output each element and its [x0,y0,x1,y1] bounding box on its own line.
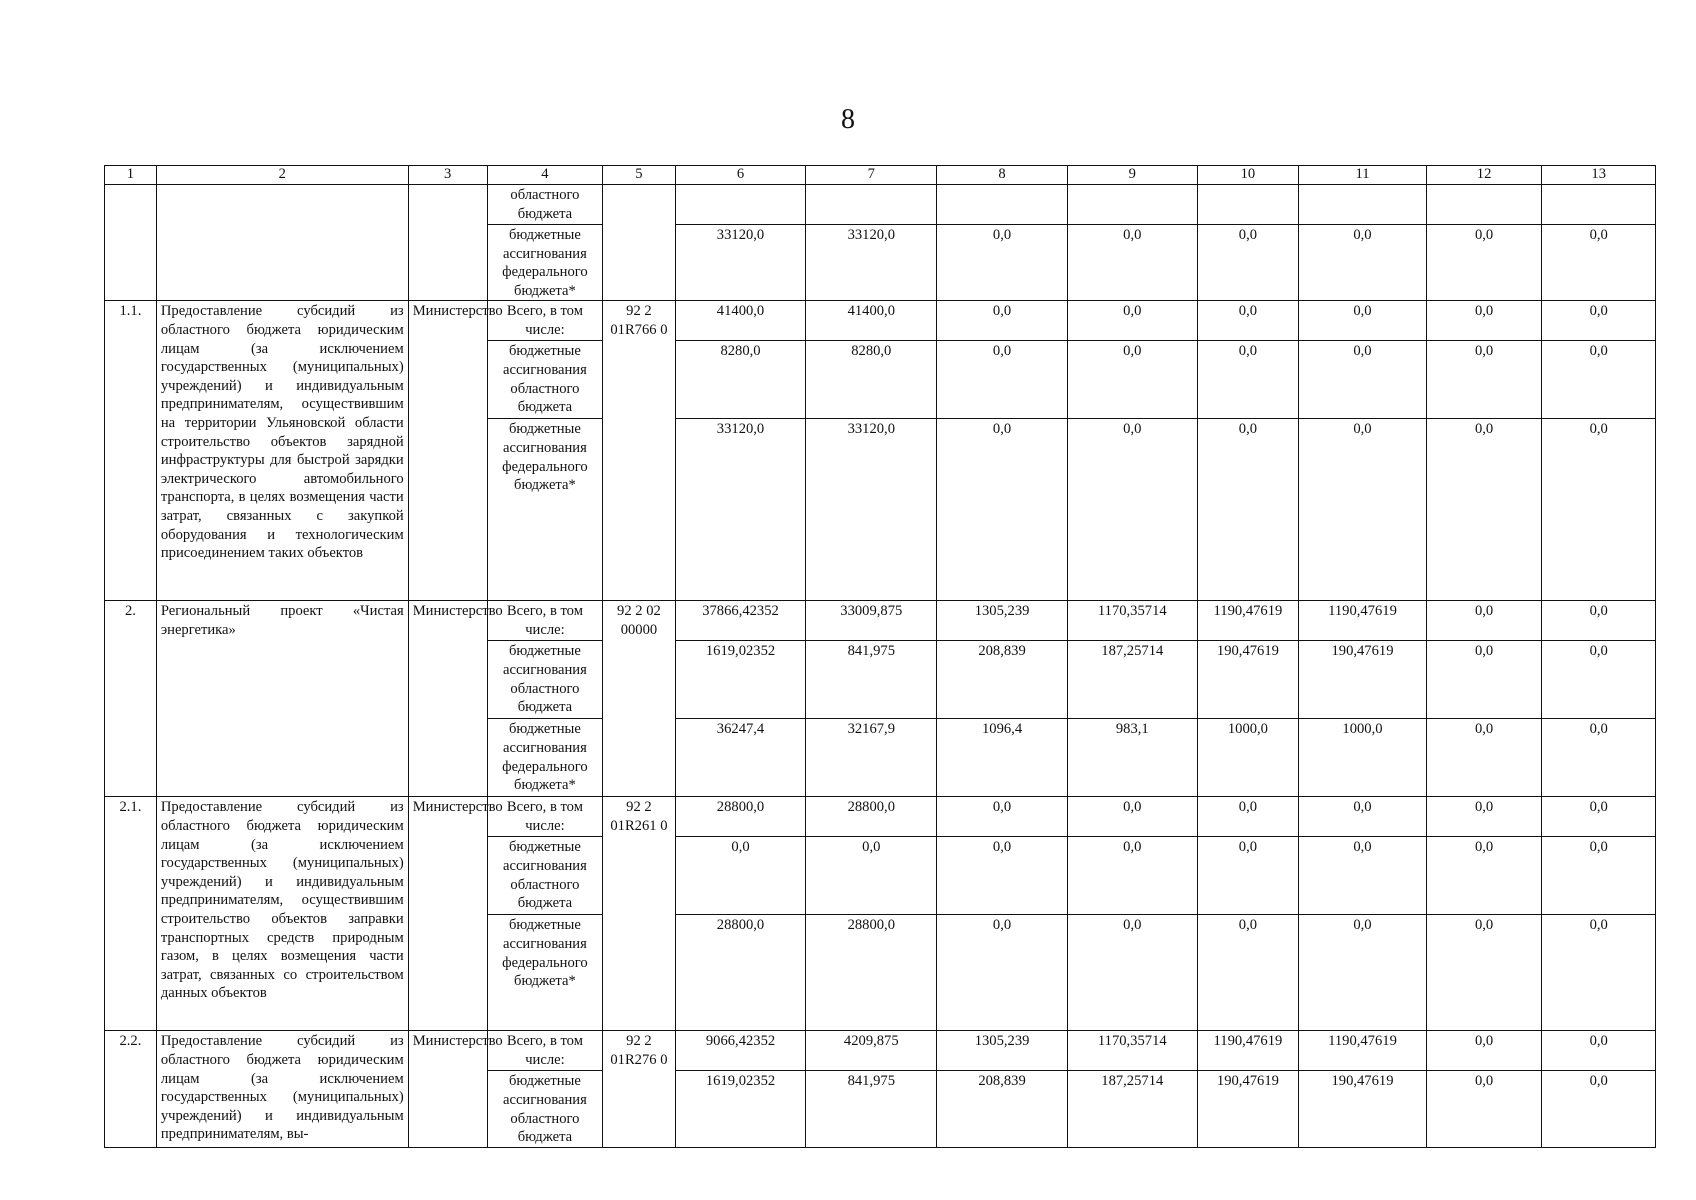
value-cell: 1190,47619 [1197,601,1299,641]
value-cell: 0,0 [1542,341,1656,419]
value-cell: 0,0 [1299,837,1427,915]
funding-source: бюджетные ассигнования федерального бюджета* [487,225,603,301]
value-cell: 0,0 [1542,419,1656,601]
value-cell: 1305,239 [937,1031,1068,1071]
column-header-4: 4 [487,166,603,185]
value-cell: 190,47619 [1299,641,1427,719]
row-number: 2.1. [105,797,157,1031]
value-cell: 0,0 [675,837,806,915]
value-cell: 0,0 [937,837,1068,915]
value-cell: 32167,9 [806,719,937,797]
row-number: 1.1. [105,301,157,601]
table-body [105,166,1656,1148]
value-cell: 0,0 [1542,797,1656,837]
responsible-executor: Министерство [408,601,487,797]
value-cell: 33120,0 [675,225,806,301]
funding-source: Всего, в том числе: [487,301,603,341]
table-row [105,185,1656,225]
value-cell: 0,0 [1542,225,1656,301]
value-cell: 1305,239 [937,601,1068,641]
value-cell: 0,0 [1426,341,1542,419]
column-header-11: 11 [1299,166,1427,185]
row-number: 2. [105,601,157,797]
value-cell: 0,0 [1299,225,1427,301]
value-cell: 0,0 [1067,915,1197,1031]
value-cell: 0,0 [1426,837,1542,915]
funding-source: бюджетные ассигнования федерального бюджета* [487,419,603,601]
value-cell: 841,975 [806,1071,937,1147]
value-cell: 36247,4 [675,719,806,797]
value-cell: 0,0 [937,915,1068,1031]
value-cell: 0,0 [1542,915,1656,1031]
page-number: 8 [841,104,855,135]
responsible-executor: Министерство [408,301,487,601]
budget-code: 92 2 01R261 0 [603,797,675,1031]
value-cell: 841,975 [806,641,937,719]
value-cell: 0,0 [937,797,1068,837]
value-cell: 0,0 [1542,601,1656,641]
value-cell: 208,839 [937,641,1068,719]
value-cell: 8280,0 [806,341,937,419]
column-header-6: 6 [675,166,806,185]
funding-source: бюджетные ассигнования областного бюджета [487,1071,603,1147]
value-cell [1299,185,1427,225]
budget-table [104,165,1656,1148]
value-cell: 33120,0 [806,419,937,601]
value-cell: 0,0 [1197,915,1299,1031]
value-cell: 0,0 [1426,601,1542,641]
value-cell: 1619,02352 [675,641,806,719]
value-cell [1197,185,1299,225]
funding-source: бюджетные ассигнования областного бюджета [487,837,603,915]
responsible-executor [408,185,487,301]
value-cell: 208,839 [937,1071,1068,1147]
column-header-10: 10 [1197,166,1299,185]
value-cell [1542,185,1656,225]
value-cell: 0,0 [1197,341,1299,419]
value-cell: 28800,0 [806,915,937,1031]
value-cell: 28800,0 [675,797,806,837]
funding-source: Всего, в том числе: [487,1031,603,1071]
value-cell: 1170,35714 [1067,601,1197,641]
budget-code: 92 2 01R276 0 [603,1031,675,1147]
value-cell: 0,0 [1426,1031,1542,1071]
value-cell: 28800,0 [675,915,806,1031]
value-cell: 0,0 [1067,837,1197,915]
value-cell: 1000,0 [1299,719,1427,797]
column-header-7: 7 [806,166,937,185]
value-cell: 0,0 [1299,419,1427,601]
row-number: 2.2. [105,1031,157,1147]
budget-code: 92 2 02 00000 [603,601,675,797]
value-cell: 28800,0 [806,797,937,837]
value-cell: 1170,35714 [1067,1031,1197,1071]
value-cell: 0,0 [1542,641,1656,719]
funding-source: Всего, в том числе: [487,601,603,641]
value-cell: 0,0 [1197,797,1299,837]
value-cell [1067,185,1197,225]
value-cell: 0,0 [1542,719,1656,797]
funding-source: бюджетные ассигнования областного бюджета [487,341,603,419]
value-cell: 0,0 [1426,225,1542,301]
value-cell: 0,0 [1197,301,1299,341]
value-cell: 41400,0 [675,301,806,341]
table-row [105,301,1656,341]
row-number [105,185,157,301]
value-cell: 1190,47619 [1197,1031,1299,1071]
value-cell: 0,0 [1067,419,1197,601]
measure-name: Региональный проект «Чистая энергетика» [156,601,408,797]
value-cell: 0,0 [1197,225,1299,301]
header-row [105,166,1656,185]
budget-code [603,185,675,301]
value-cell: 0,0 [806,837,937,915]
column-header-2: 2 [156,166,408,185]
value-cell: 4209,875 [806,1031,937,1071]
value-cell: 0,0 [1542,1031,1656,1071]
value-cell: 0,0 [1299,301,1427,341]
column-header-9: 9 [1067,166,1197,185]
column-header-3: 3 [408,166,487,185]
value-cell: 190,47619 [1197,1071,1299,1147]
value-cell: 190,47619 [1197,641,1299,719]
value-cell: 0,0 [1067,301,1197,341]
column-header-1: 1 [105,166,157,185]
value-cell: 0,0 [1299,915,1427,1031]
table-row [105,797,1656,837]
table-row [105,1031,1656,1071]
value-cell: 9066,42352 [675,1031,806,1071]
value-cell: 37866,42352 [675,601,806,641]
value-cell [937,185,1068,225]
value-cell: 33120,0 [675,419,806,601]
funding-source: Всего, в том числе: [487,797,603,837]
value-cell: 1096,4 [937,719,1068,797]
table-row [105,601,1656,641]
budget-code: 92 2 01R766 0 [603,301,675,601]
funding-source: областного бюджета [487,185,603,225]
responsible-executor: Министерство [408,797,487,1031]
value-cell: 0,0 [1197,837,1299,915]
responsible-executor: Министерство [408,1031,487,1147]
value-cell: 983,1 [1067,719,1197,797]
value-cell: 0,0 [1426,301,1542,341]
value-cell: 1000,0 [1197,719,1299,797]
measure-name: Предоставление субсидий из областного бюджета юридическим лицам (за исключением государственных (муниципальных) учреждений) и индивидуальным предпринимателям, осуществившим на территории Ульяновской области строительство объектов зарядной инфраструктуры для быстрой зарядки электрического автомобильного транспорта, в целях возмещения части затрат, связанных с закупкой оборудования и технологическим присоединением таких объектов [156,301,408,601]
measure-name [156,185,408,301]
value-cell: 0,0 [1426,1071,1542,1147]
value-cell: 190,47619 [1299,1071,1427,1147]
measure-name: Предоставление субсидий из областного бюджета юридическим лицам (за исключением государственных (муниципальных) учреждений) и индивидуальным предпринимателям, осуществившим строительство объектов заправки транспортных средств природным газом, в целях возмещения части затрат, связанных со строительством данных объектов [156,797,408,1031]
value-cell: 33009,875 [806,601,937,641]
measure-name: Предоставление субсидий из областного бюджета юридическим лицам (за исключением государственных (муниципальных) учреждений) и индивидуальным предпринимателям, вы- [156,1031,408,1147]
value-cell: 0,0 [1299,341,1427,419]
value-cell: 187,25714 [1067,641,1197,719]
value-cell: 0,0 [1067,341,1197,419]
value-cell: 41400,0 [806,301,937,341]
value-cell: 8280,0 [675,341,806,419]
value-cell: 0,0 [1299,797,1427,837]
value-cell: 1619,02352 [675,1071,806,1147]
value-cell: 0,0 [1067,225,1197,301]
value-cell [1426,185,1542,225]
column-header-12: 12 [1426,166,1542,185]
column-header-8: 8 [937,166,1068,185]
value-cell: 0,0 [937,301,1068,341]
value-cell: 1190,47619 [1299,601,1427,641]
value-cell: 0,0 [1426,419,1542,601]
value-cell: 0,0 [1067,797,1197,837]
value-cell: 0,0 [1542,837,1656,915]
value-cell: 0,0 [1426,641,1542,719]
value-cell: 0,0 [1197,419,1299,601]
value-cell: 33120,0 [806,225,937,301]
value-cell: 0,0 [937,419,1068,601]
value-cell: 0,0 [937,225,1068,301]
value-cell: 0,0 [1426,719,1542,797]
column-header-13: 13 [1542,166,1656,185]
value-cell: 0,0 [1542,301,1656,341]
funding-source: бюджетные ассигнования федерального бюджета* [487,719,603,797]
value-cell [675,185,806,225]
value-cell: 1190,47619 [1299,1031,1427,1071]
funding-source: бюджетные ассигнования федерального бюджета* [487,915,603,1031]
value-cell: 0,0 [937,341,1068,419]
value-cell: 187,25714 [1067,1071,1197,1147]
value-cell: 0,0 [1426,797,1542,837]
value-cell: 0,0 [1426,915,1542,1031]
column-header-5: 5 [603,166,675,185]
value-cell [806,185,937,225]
funding-source: бюджетные ассигнования областного бюджета [487,641,603,719]
value-cell: 0,0 [1542,1071,1656,1147]
